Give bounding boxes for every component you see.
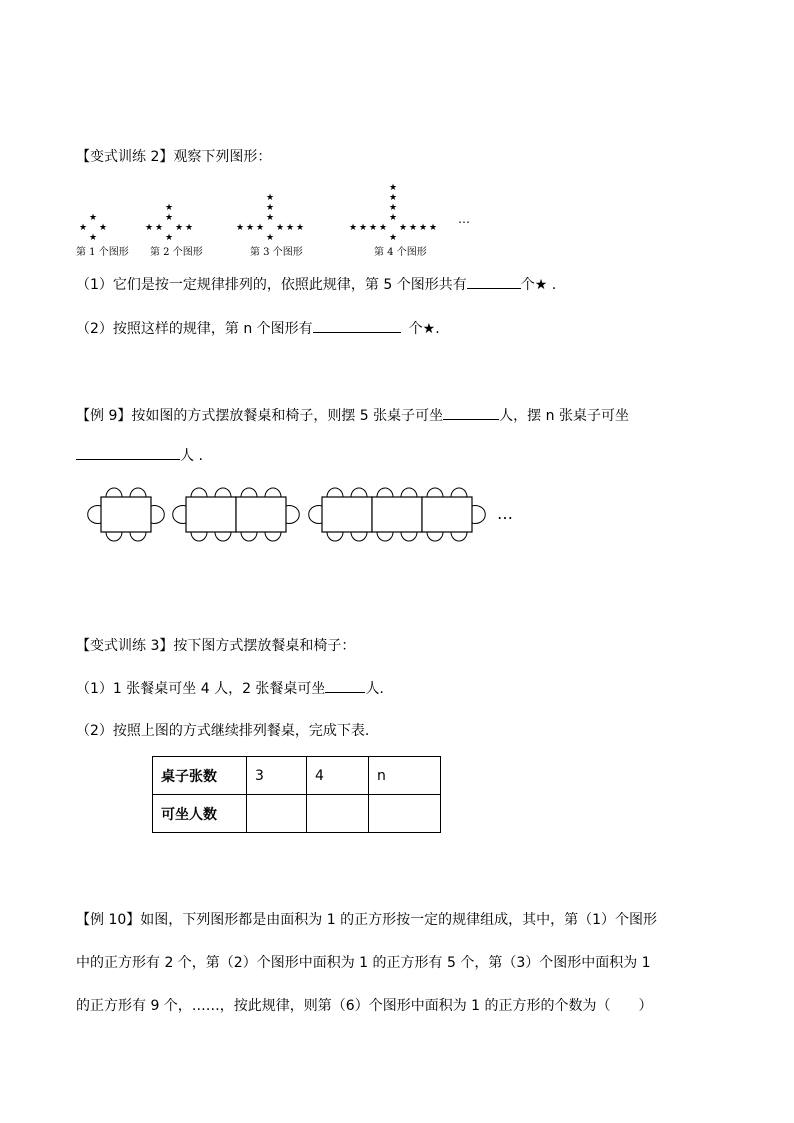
star-pattern-figure <box>0 180 794 260</box>
star-icon: ★ <box>408 223 418 233</box>
chair-top <box>451 488 467 497</box>
chair-bottom <box>191 532 207 541</box>
star-icon: ★ <box>388 213 398 223</box>
example-9-text-3: 人 . <box>180 448 203 464</box>
question-2-text: （2）按照这样的规律，第 n 个图形有 <box>76 321 313 337</box>
chair-left <box>309 506 322 524</box>
chair-top <box>327 488 343 497</box>
chair-top <box>377 488 393 497</box>
star-icon: ★ <box>358 223 368 233</box>
dining-table <box>422 497 472 532</box>
example-10-line-1: 【例 10】如图，下列图形都是由面积为 1 的正方形按一定的规律组成，其中，第（1）个图形 <box>76 912 657 928</box>
star-icon: ★ <box>164 213 174 223</box>
star-icon: ★ <box>275 223 285 233</box>
chair-top <box>241 488 257 497</box>
section-heading-variant-3: 【变式训练 3】按下图方式摆放餐桌和椅子： <box>76 638 356 654</box>
chair-bottom <box>241 532 257 541</box>
star-icon: ★ <box>88 213 98 223</box>
table-cell: n <box>369 757 441 795</box>
question-2-suffix: 个★. <box>408 321 440 337</box>
question-1-line <box>76 274 556 295</box>
chair-left <box>173 506 186 524</box>
chair-bottom <box>351 532 367 541</box>
star-icon: ★ <box>164 233 174 243</box>
chair-top <box>265 488 281 497</box>
star-figure-caption-1: 第 1 个图形 <box>76 247 129 258</box>
star-icon: ★ <box>368 223 378 233</box>
star-icon: ★ <box>265 233 275 243</box>
chair-top <box>191 488 207 497</box>
star-icon: ★ <box>98 223 108 233</box>
question-1-text: （1）它们是按一定规律排列的，依照此规律，第 5 个图形共有 <box>76 277 467 293</box>
dining-table <box>372 497 422 532</box>
chair-bottom <box>427 532 443 541</box>
chair-left <box>88 506 101 524</box>
star-icon: ★ <box>78 223 88 233</box>
star-icon: ★ <box>174 223 184 233</box>
chair-top <box>215 488 231 497</box>
chair-top <box>427 488 443 497</box>
table-answer-cell[interactable] <box>369 795 441 833</box>
chair-top <box>106 488 122 497</box>
chair-bottom <box>106 532 122 541</box>
star-icon: ★ <box>388 183 398 193</box>
star-icon: ★ <box>184 223 194 233</box>
example-9-text-2: 人，摆 n 张桌子可坐 <box>499 408 629 424</box>
star-icon: ★ <box>418 223 428 233</box>
variant-3-question-1-suffix: 人. <box>365 681 384 697</box>
table-row <box>153 757 441 795</box>
chair-bottom <box>130 532 146 541</box>
chair-top <box>130 488 146 497</box>
star-icon: ★ <box>255 223 265 233</box>
chair-bottom <box>265 532 281 541</box>
star-icon: ★ <box>144 223 154 233</box>
chair-top <box>351 488 367 497</box>
star-icon: ★ <box>295 223 305 233</box>
table-cell: 3 <box>247 757 307 795</box>
example-9-line-2 <box>76 445 203 466</box>
chair-bottom <box>451 532 467 541</box>
star-icon: ★ <box>235 223 245 233</box>
question-1-suffix: 个★ . <box>520 277 557 293</box>
answer-blank-ex9-b[interactable] <box>76 445 180 460</box>
dining-tables-graphic <box>0 478 794 553</box>
star-figure-caption-2: 第 2 个图形 <box>150 247 203 258</box>
dining-tables-figure <box>0 478 794 557</box>
star-icon: ★ <box>88 233 98 243</box>
star-icon: ★ <box>428 223 438 233</box>
answer-blank-q1[interactable] <box>467 274 521 289</box>
star-icon: ★ <box>265 203 275 213</box>
table-header-seats: 可坐人数 <box>153 795 247 833</box>
example-10-line-3: 的正方形有 9 个，……，按此规律，则第（6）个图形中面积为 1 的正方形的个数为（ ） <box>76 998 653 1014</box>
chair-right <box>286 506 299 524</box>
fill-in-table <box>152 756 441 833</box>
variant-3-question-1-text: （1）1 张餐桌可坐 4 人，2 张餐桌可坐 <box>76 681 326 697</box>
example-9-text: 【例 9】按如图的方式摆放餐桌和椅子，则摆 5 张桌子可坐 <box>76 408 444 424</box>
star-icon: ★ <box>398 223 408 233</box>
section-heading-variant-2: 【变式训练 2】观察下列图形： <box>76 149 272 165</box>
table-answer-cell[interactable] <box>307 795 369 833</box>
star-icon: ★ <box>388 203 398 213</box>
variant-3-question-2: （2）按照上图的方式继续排列餐桌，完成下表. <box>76 723 370 739</box>
dining-table <box>322 497 372 532</box>
table-header-tables: 桌子张数 <box>153 757 247 795</box>
chair-bottom <box>215 532 231 541</box>
chair-bottom <box>401 532 417 541</box>
example-9-line-1 <box>76 405 629 426</box>
table-row <box>153 795 441 833</box>
star-icon: ★ <box>388 193 398 203</box>
star-icon: ★ <box>388 233 398 243</box>
chair-right <box>472 506 485 524</box>
dining-table <box>101 497 151 532</box>
star-icon: ★ <box>265 213 275 223</box>
answer-blank-variant-3-q1[interactable] <box>325 678 365 693</box>
chair-top <box>401 488 417 497</box>
star-icon: ★ <box>378 223 388 233</box>
answer-blank-q2[interactable] <box>313 318 401 333</box>
star-figure-ellipsis: … <box>458 212 470 226</box>
dining-table <box>186 497 236 532</box>
star-icon: ★ <box>245 223 255 233</box>
example-10-line-2: 中的正方形有 2 个，第（2）个图形中面积为 1 的正方形有 5 个，第（3）个图形中面积为 1 <box>76 955 651 971</box>
star-icon: ★ <box>154 223 164 233</box>
table-cell: 4 <box>307 757 369 795</box>
star-icon: ★ <box>348 223 358 233</box>
star-figure-caption-3: 第 3 个图形 <box>250 247 303 258</box>
variant-3-question-1-line <box>76 678 384 699</box>
star-figure-caption-4: 第 4 个图形 <box>374 247 427 258</box>
star-icon: ★ <box>265 193 275 203</box>
dining-table <box>236 497 286 532</box>
chair-bottom <box>327 532 343 541</box>
star-icon: ★ <box>164 203 174 213</box>
question-2-line <box>76 318 440 339</box>
star-icon: ★ <box>285 223 295 233</box>
chair-bottom <box>377 532 393 541</box>
answer-blank-ex9-a[interactable] <box>443 405 499 420</box>
dining-tables-ellipsis: … <box>497 504 513 523</box>
table-answer-cell[interactable] <box>247 795 307 833</box>
chair-right <box>151 506 164 524</box>
